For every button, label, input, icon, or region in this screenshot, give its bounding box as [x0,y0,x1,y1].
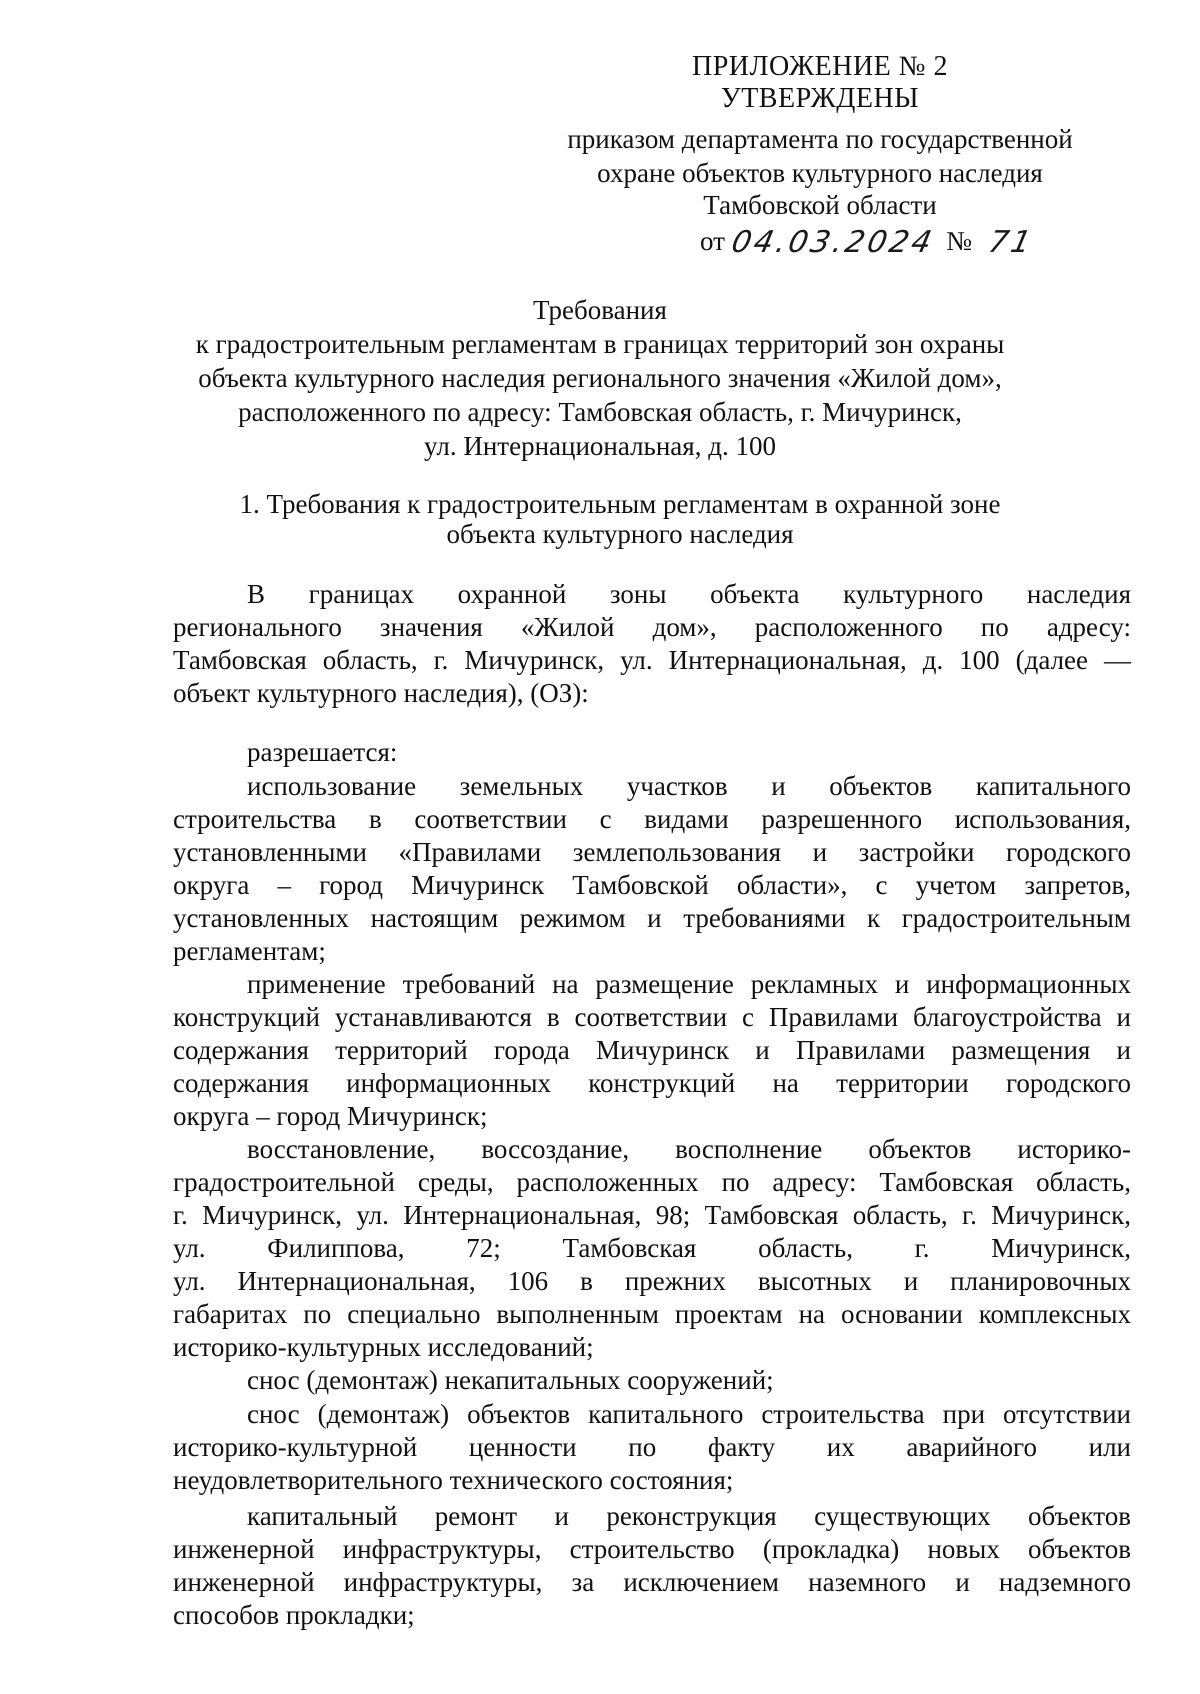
doc-title-line-1: Требования [533,295,667,325]
item-infrastructure [173,1500,1131,1632]
item-line: г. Мичуринск, ул. Интернациональная, 98; Тамбовская область, г. Мичуринск, [173,1200,1131,1230]
item-line: историко-культурных исследований; [173,1332,594,1362]
number-prefix: № [946,226,972,256]
item-line: строительства в соответствии с видами разрешенного использования, [173,804,1131,834]
section-1-heading-line-1: 1. Требования к градостроительным регламентам в охранной зоне [239,489,1001,519]
item-land-use [173,770,1131,968]
item-line: габаритах по специально выполненным проектам на основании комплексных [173,1299,1131,1329]
intro-line: объект культурного наследия), (ОЗ): [173,678,589,708]
item-line: восстановление, воссоздание, восполнение объектов историко- [247,1134,1131,1164]
item-line: инженерной инфраструктуры, строительство (прокладка) новых объектов [173,1534,1131,1564]
item-demolition-capital [173,1398,1131,1497]
date-prefix: от [700,226,725,256]
item-restoration [173,1133,1131,1364]
order-line-2: охране объектов культурного наследия [597,158,1043,188]
doc-title-line-4: расположенного по адресу: Тамбовская область, г. Мичуринск, [238,397,962,427]
item-line: снос (демонтаж) объектов капитального строительства при отсутствии [247,1399,1131,1429]
item-line: градостроительной среды, расположенных по адресу: Тамбовская область, [173,1167,1131,1197]
item-line: регламентам; [173,936,326,966]
order-line-3: Тамбовской области [703,190,937,220]
order-date-line [700,224,1037,260]
item-line: инженерной инфраструктуры, за исключением наземного и надземного [173,1567,1131,1597]
item-line: капитальный ремонт и реконструкция существующих объектов [247,1501,1131,1531]
item-line: содержания информационных конструкций на территории городского [173,1068,1131,1098]
section-1-heading-line-2: объекта культурного наследия [446,519,794,549]
item-line: использование земельных участков и объектов капитального [247,771,1131,801]
intro-paragraph [173,578,1131,710]
intro-line: регионального значения «Жилой дом», расположенного по адресу: [173,612,1131,642]
item-line: ул. Интернациональная, 106 в прежних высотных и планировочных [173,1266,1131,1296]
item-line: ул. Филиппова, 72; Тамбовская область, г. Мичуринск, [173,1233,1131,1263]
handwritten-date: 04.03.2024 [728,225,938,260]
handwritten-number: 71 [985,225,1037,260]
item-line: округа – город Мичуринск; [173,1101,488,1131]
doc-title-line-3: объекта культурного наследия регионального значения «Жилой дом», [198,363,1002,393]
item-advertising [173,968,1131,1133]
item-line: конструкций устанавливаются в соответствии с Правилами благоустройства и [173,1002,1131,1032]
approved-label: УТВЕРЖДЕНЫ [720,83,920,114]
item-line: установленных настоящим режимом и требованиями к градостроительным [173,903,1131,933]
item-line: историко-культурной ценности по факту их аварийного или [173,1432,1131,1462]
item-line: установленными «Правилами землепользования и застройки городского [173,837,1131,867]
intro-line: В границах охранной зоны объекта культурного наследия [247,579,1131,609]
item-line: неудовлетворительного технического состояния; [173,1465,734,1495]
order-line-1: приказом департамента по государственной [567,124,1073,154]
item-line: способов прокладки; [173,1600,415,1630]
allowed-heading: разрешается: [247,737,398,767]
doc-title-line-5: ул. Интернациональная, д. 100 [424,431,776,461]
item-line: снос (демонтаж) некапитальных сооружений; [247,1365,774,1395]
item-demolition-noncapital [173,1364,1131,1397]
item-line: содержания территорий города Мичуринск и Правилами размещения и [173,1035,1131,1065]
intro-line: Тамбовская область, г. Мичуринск, ул. Интернациональная, д. 100 (далее — [173,645,1131,675]
appendix-label: ПРИЛОЖЕНИЕ № 2 [692,51,948,82]
item-line: применение требований на размещение рекламных и информационных [247,969,1131,999]
doc-title-line-2: к градостроительным регламентам в границах территорий зон охраны [195,329,1005,359]
item-line: округа – город Мичуринск Тамбовской области», с учетом запретов, [173,870,1131,900]
